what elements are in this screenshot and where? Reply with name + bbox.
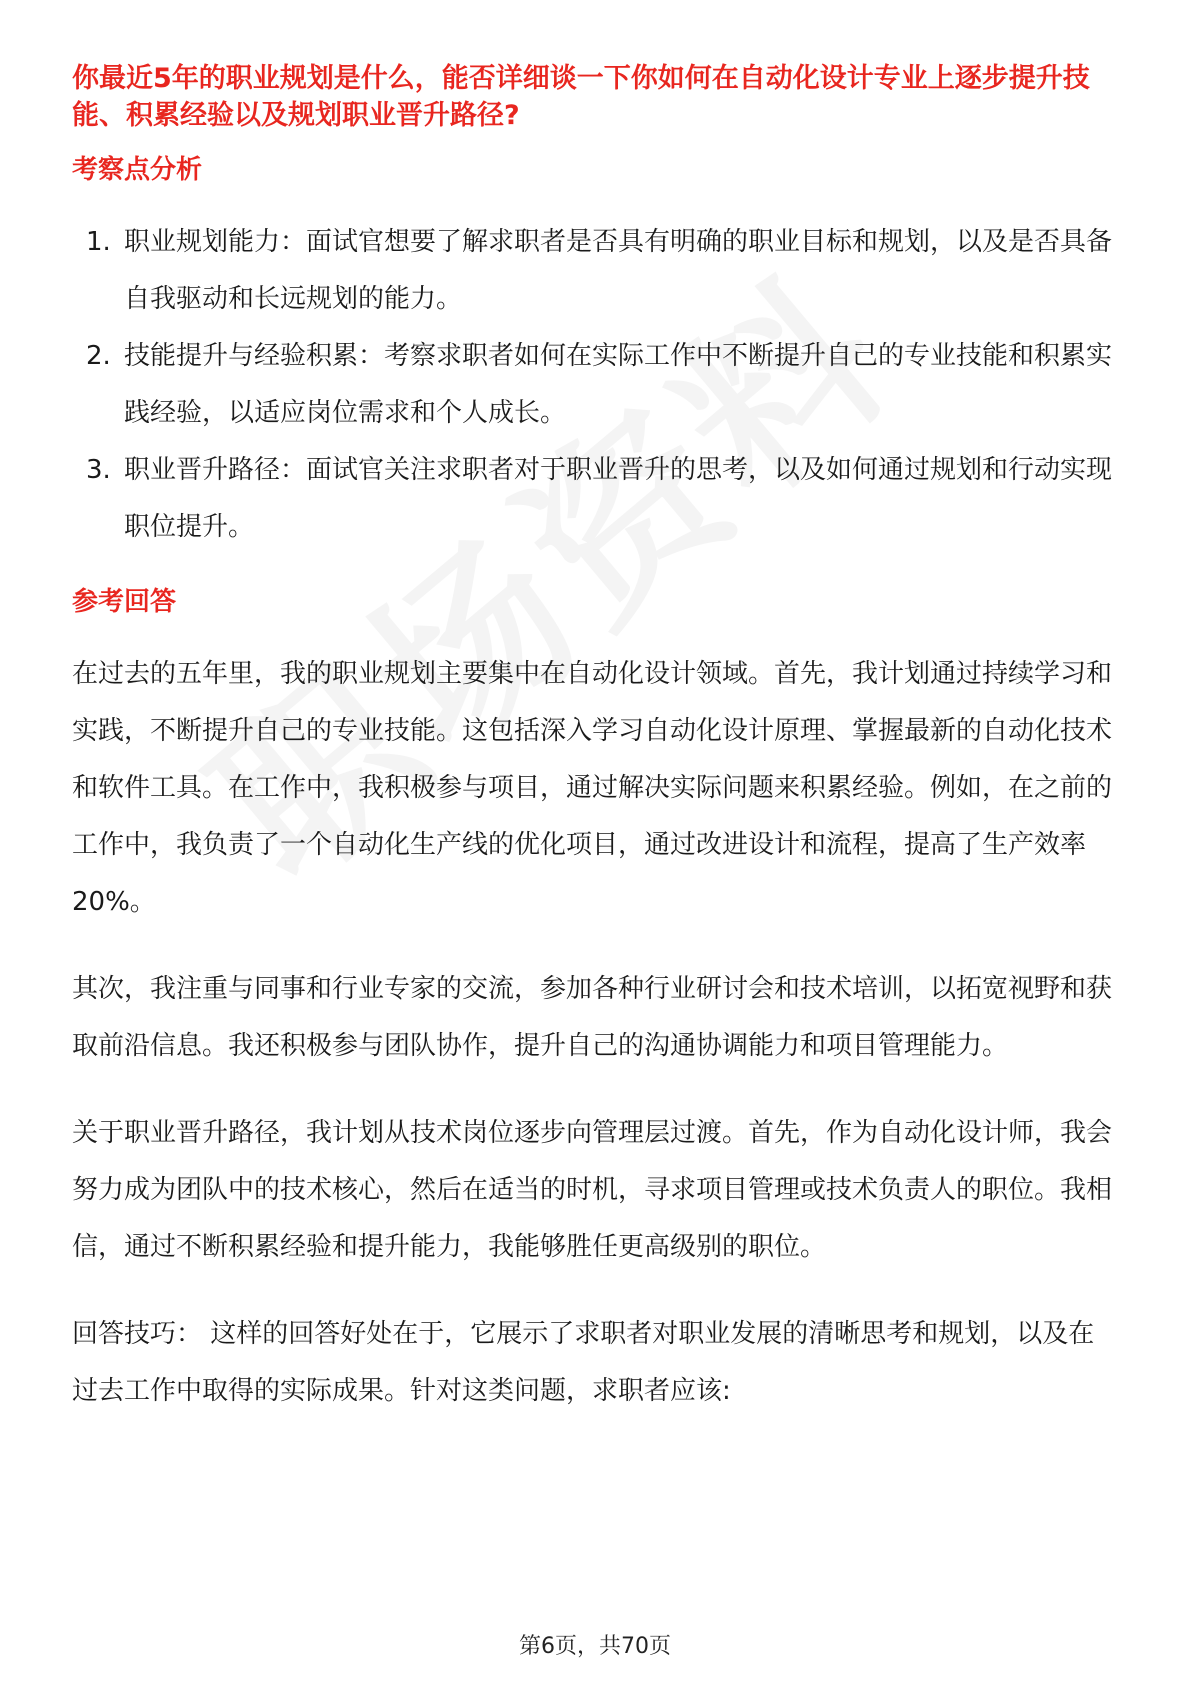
page-number-footer: 第6页，共70页 bbox=[519, 1634, 671, 1659]
analysis-list bbox=[72, 214, 1118, 556]
question-heading: 你最近5年的职业规划是什么，能否详细谈一下你如何在自动化设计专业上逐步提升技能、积累经验以及规划职业晋升路径? bbox=[72, 63, 1090, 131]
list-item bbox=[72, 214, 1118, 328]
list-item bbox=[72, 328, 1118, 442]
list-item-number: 3. bbox=[86, 455, 111, 485]
list-item-number: 2. bbox=[86, 341, 111, 371]
answer-section-title: 参考回答 bbox=[72, 587, 177, 617]
list-item-text: 职业晋升路径：面试官关注求职者对于职业晋升的思考，以及如何通过规划和行动实现职位提升。 bbox=[124, 455, 1113, 542]
list-item-number: 1. bbox=[86, 227, 111, 257]
list-item-text: 职业规划能力：面试官想要了解求职者是否具有明确的职业目标和规划，以及是否具备自我驱动和长远规划的能力。 bbox=[124, 227, 1113, 314]
answer-paragraph: 其次，我注重与同事和行业专家的交流，参加各种行业研讨会和技术培训，以拓宽视野和获取前沿信息。我还积极参与团队协作，提升自己的沟通协调能力和项目管理能力。 bbox=[72, 974, 1113, 1061]
list-item bbox=[72, 442, 1118, 556]
analysis-section-title: 考察点分析 bbox=[72, 155, 203, 185]
list-item-text: 技能提升与经验积累：考察求职者如何在实际工作中不断提升自己的专业技能和积累实践经验，以适应岗位需求和个人成长。 bbox=[124, 341, 1113, 428]
document-page bbox=[72, 60, 1118, 1420]
answer-paragraph: 关于职业晋升路径，我计划从技术岗位逐步向管理层过渡。首先，作为自动化设计师，我会努力成为团队中的技术核心，然后在适当的时机，寻求项目管理或技术负责人的职位。我相信，通过不断积累经验和提升能力，我能够胜任更高级别的职位。 bbox=[72, 1118, 1113, 1262]
answer-paragraph: 在过去的五年里，我的职业规划主要集中在自动化设计领域。首先，我计划通过持续学习和实践，不断提升自己的专业技能。这包括深入学习自动化设计原理、掌握最新的自动化技术和软件工具。在工作中，我积极参与项目，通过解决实际问题来积累经验。例如，在之前的工作中，我负责了一个自动化生产线的优化项目，通过改进设计和流程，提高了生产效率20%。 bbox=[72, 659, 1113, 917]
answer-tip-paragraph: 回答技巧： 这样的回答好处在于，它展示了求职者对职业发展的清晰思考和规划，以及在过去工作中取得的实际成果。针对这类问题，求职者应该: bbox=[72, 1319, 1095, 1406]
